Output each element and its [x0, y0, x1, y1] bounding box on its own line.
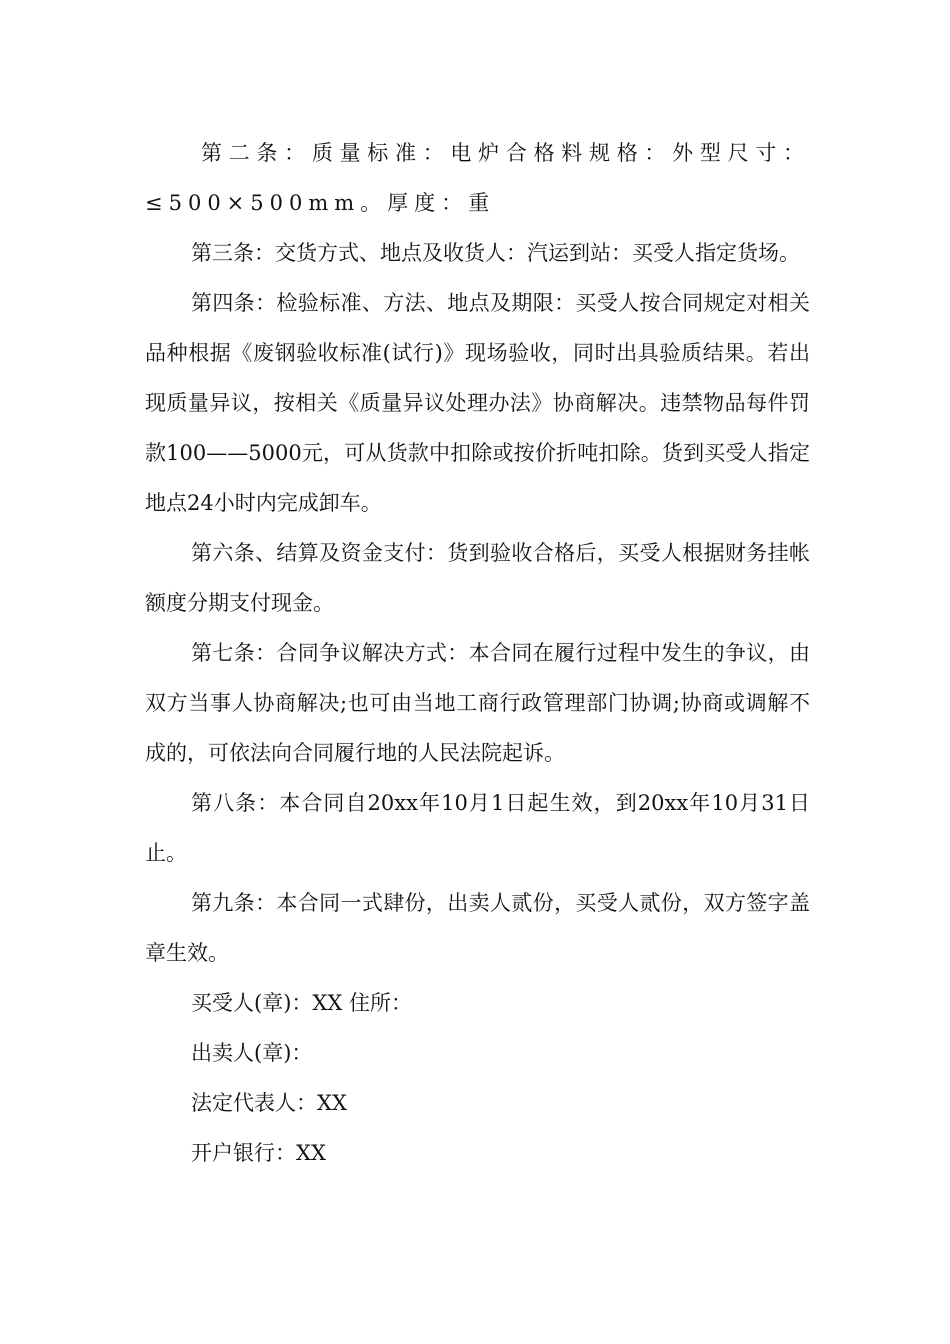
- bank-line: 开户银行：XX: [191, 1141, 326, 1165]
- clause-4-inspection: 第四条：检验标准、方法、地点及期限：买受人按合同规定对相关品种根据《废钢验收标准(试行)》现场验收，同时出具验质结果。若出现质量异议，按相关《质量异议处理办法》协商解决。违禁物品每件罚款100——5000元，可从货款中扣除或按价折吨扣除。货到买受人指定地点24小时内完成卸车。: [145, 291, 810, 515]
- clause-9-copies: 第九条：本合同一式肆份，出卖人贰份，买受人贰份，双方签字盖章生效。: [145, 891, 810, 965]
- clause-6-settlement: 第六条、结算及资金支付：货到验收合格后，买受人根据财务挂帐额度分期支付现金。: [145, 541, 810, 615]
- clause-2-quality-standard: 第二条：质量标准：电炉合格料规格：外型尺寸：≤500×500mm。厚度：重: [145, 141, 810, 215]
- buyer-seal-line: 买受人(章)：XX 住所：: [191, 991, 412, 1015]
- clause-7-dispute: 第七条：合同争议解决方式：本合同在履行过程中发生的争议，由双方当事人协商解决;也可由当地工商行政管理部门协调;协商或调解不成的，可依法向合同履行地的人民法院起诉。: [145, 641, 810, 765]
- seller-seal-line: 出卖人(章)：: [191, 1041, 313, 1065]
- clause-8-effective-date: 第八条：本合同自20xx年10月1日起生效，到20xx年10月31日止。: [145, 791, 810, 865]
- document-body: [145, 128, 810, 1178]
- clause-3-delivery: 第三条：交货方式、地点及收货人：汽运到站：买受人指定货场。: [191, 241, 800, 265]
- legal-representative-line: 法定代表人：XX: [191, 1091, 347, 1115]
